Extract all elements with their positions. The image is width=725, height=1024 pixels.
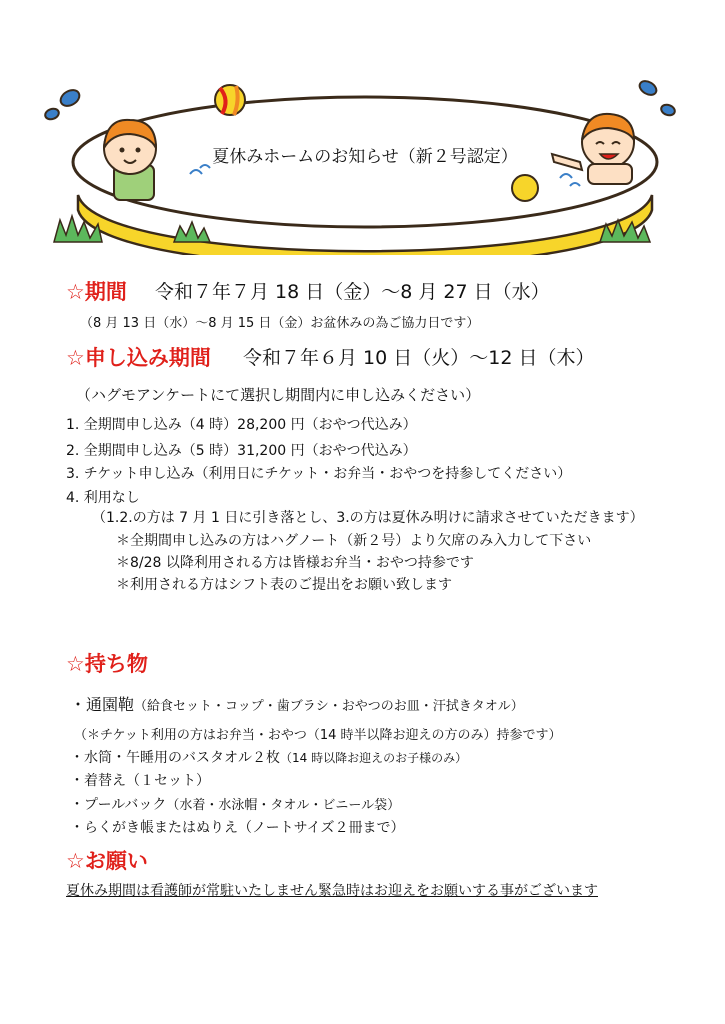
belongings-heading: ☆持ち物	[66, 652, 148, 676]
period-value: 令和７年７月 18 日（金）～8 月 27 日（水）	[155, 281, 550, 303]
application-heading: ☆申し込み期間	[66, 346, 211, 370]
option-note: ＊8/28 以降利用される方は皆様お弁当・おやつ持参です	[116, 555, 474, 571]
bag-line	[70, 692, 524, 715]
option-note: ＊全期間申し込みの方はハグノート（新２号）より欠席のみ入力して下さい	[116, 533, 592, 549]
option-item: 1. 全期間申し込み（4 時）28,200 円（おやつ代込み）	[66, 417, 417, 433]
ball-icon	[512, 175, 538, 201]
application-note: （ハグモアンケートにて選択し期間内に申し込みください）	[76, 386, 481, 404]
belonging-item: ・着替え（１セット）	[70, 773, 210, 789]
period-heading: ☆期間	[66, 280, 127, 304]
belonging-item: ・らくがき帳またはぬりえ（ノートサイズ２冊まで）	[70, 820, 405, 836]
banner-title: 夏休みホームのお知らせ（新２号認定）	[212, 147, 518, 167]
period-note: （8 月 13 日（水）～8 月 15 日（金）お盆休みの為ご協力日です）	[80, 316, 480, 331]
request-heading: ☆お願い	[66, 849, 148, 873]
belonging-item	[70, 747, 467, 767]
bag-label: ・通園鞄	[70, 695, 135, 714]
application-value: 令和７年６月 10 日（火）～12 日（木）	[243, 347, 595, 369]
item-label: ・水筒・午睡用のバスタオル２枚	[70, 750, 280, 766]
option-item: 3. チケット申し込み（利用日にチケット・お弁当・おやつを持参してください）	[66, 466, 572, 482]
option-item: 2. 全期間申し込み（5 時）31,200 円（おやつ代込み）	[66, 443, 417, 459]
item-detail: （水着・水泳帽・タオル・ビニール袋）	[166, 798, 401, 813]
ticket-note: （＊チケット利用の方はお弁当・おやつ（14 時半以降お迎えの方のみ）持参です）	[74, 728, 562, 743]
option-item: 4. 利用なし	[66, 490, 140, 506]
belonging-item	[70, 794, 400, 814]
beach-ball-icon	[215, 85, 245, 115]
request-text: 夏休み期間は看護師が常駐いたしません緊急時はお迎えをお願いする事がございます	[66, 883, 598, 899]
item-label: ・プールバック	[70, 797, 167, 813]
option-note: （1.2.の方は 7 月 1 日に引き落とし、3.の方は夏休み明けに請求させていただきます）	[92, 510, 644, 526]
bag-detail: （給食セット・コップ・歯ブラシ・おやつのお皿・汗拭きタオル）	[134, 699, 524, 714]
option-note: ＊利用される方はシフト表のご提出をお願い致します	[116, 577, 452, 593]
item-detail: （14 時以降お迎えのお子様のみ）	[280, 751, 468, 765]
banner-illustration	[40, 70, 690, 255]
